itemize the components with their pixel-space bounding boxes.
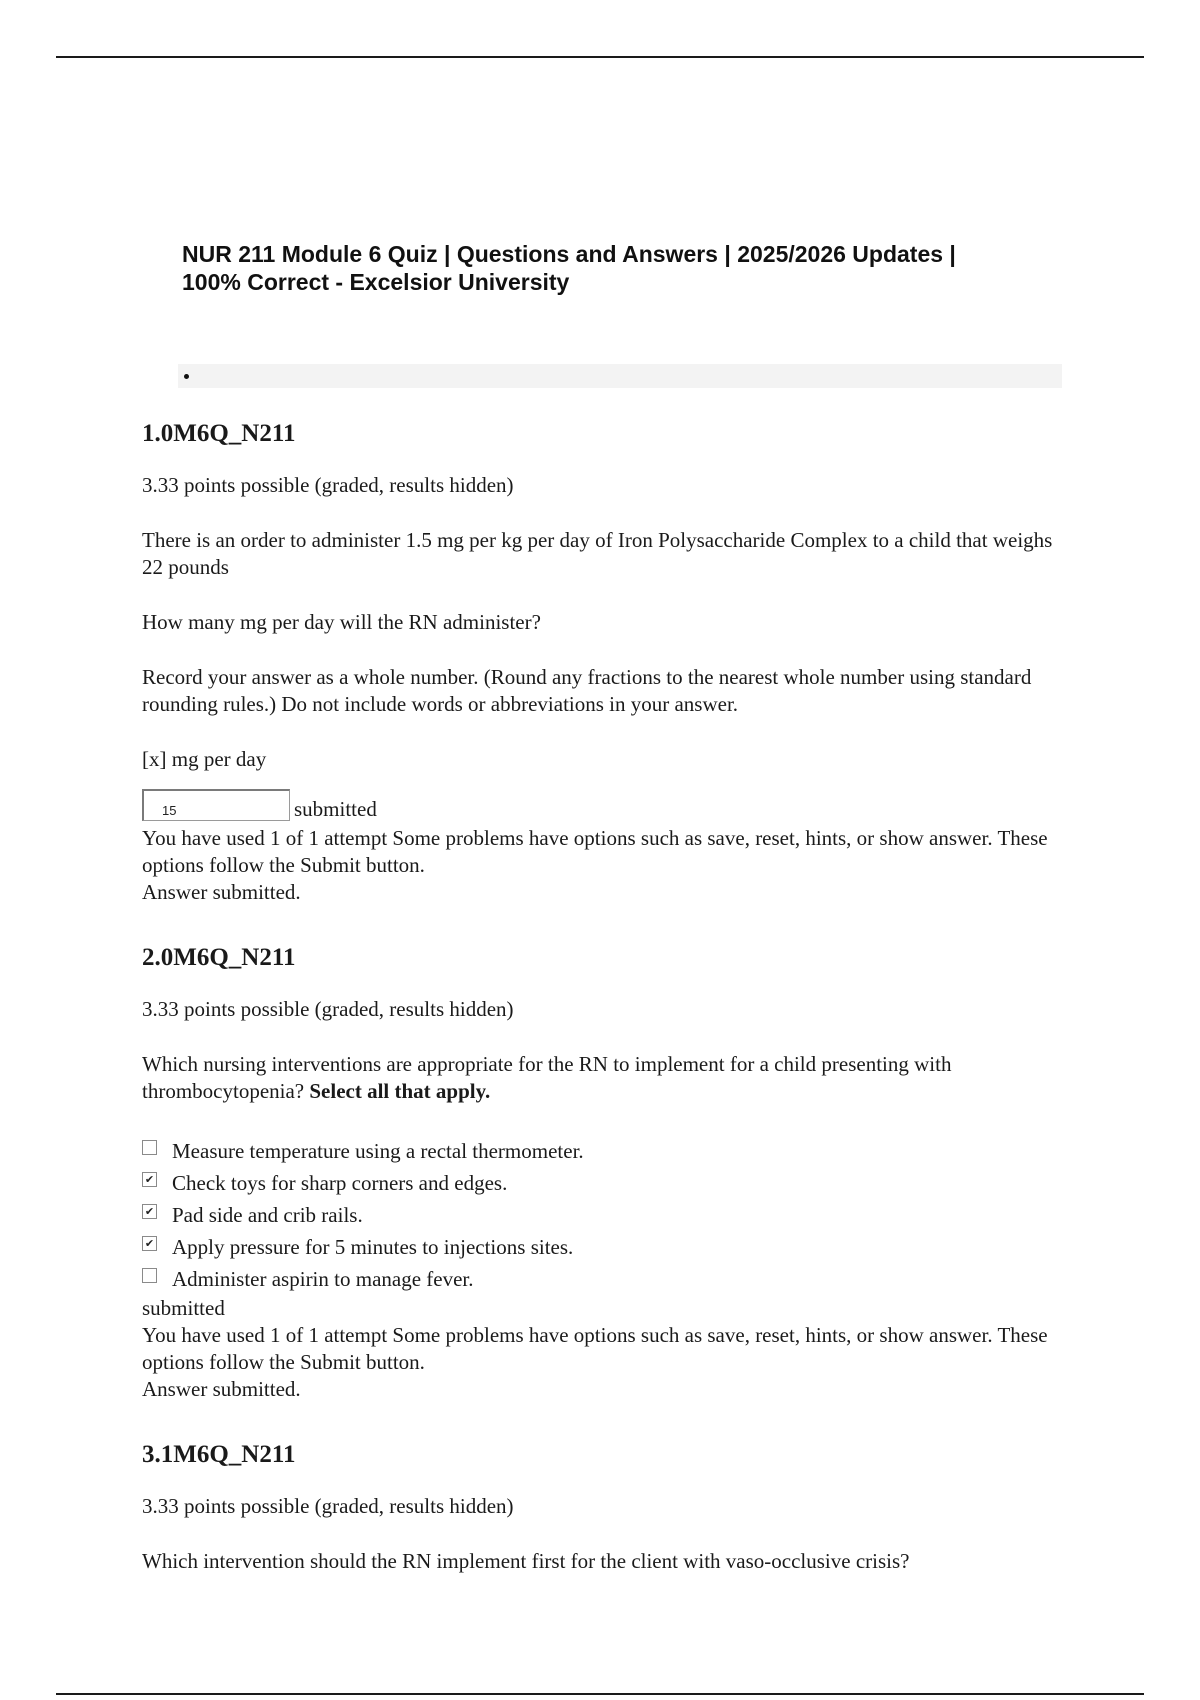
- checkbox-checked-icon[interactable]: ✔: [142, 1236, 157, 1251]
- choice-label: Pad side and crib rails.: [172, 1202, 363, 1227]
- question-prompt: [142, 1051, 1062, 1105]
- choice-item[interactable]: [142, 1263, 1062, 1295]
- points-possible: 3.33 points possible (graded, results hidden): [142, 473, 514, 497]
- question-prompt-text: Which nursing interventions are appropriate for the RN to implement for a child presenting with thrombocytopenia?: [142, 1052, 952, 1103]
- points-possible: 3.33 points possible (graded, results hidden): [142, 1494, 514, 1518]
- submitted-label: submitted: [294, 797, 377, 821]
- points-possible: 3.33 points possible (graded, results hidden): [142, 997, 514, 1021]
- answer-instructions: Record your answer as a whole number. (Round any fractions to the nearest whole number using standard rounding rules.) Do not include words or abbreviations in your answer.: [142, 665, 1032, 716]
- checkbox-unchecked-icon[interactable]: [142, 1140, 157, 1155]
- question-prompt: There is an order to administer 1.5 mg per kg per day of Iron Polysaccharide Complex to a child that weighs 22 pounds: [142, 528, 1053, 579]
- choice-label: Apply pressure for 5 minutes to injections sites.: [172, 1234, 574, 1259]
- checkbox-unchecked-icon[interactable]: [142, 1268, 157, 1283]
- choice-item[interactable]: [142, 1167, 1062, 1199]
- choice-label: Administer aspirin to manage fever.: [172, 1266, 474, 1291]
- attempt-text: You have used 1 of 1 attempt Some problems have options such as save, reset, hints, or show answer. These options follow the Submit button.: [142, 826, 1048, 877]
- attempt-text: You have used 1 of 1 attempt Some problems have options such as save, reset, hints, or show answer. These options follow the Submit button.: [142, 1323, 1048, 1374]
- document-title-line-1: NUR 211 Module 6 Quiz | Questions and Answers | 2025/2026 Updates |: [182, 241, 956, 267]
- question-1: [142, 418, 1062, 906]
- checkbox-checked-icon[interactable]: ✔: [142, 1204, 157, 1219]
- question-heading: 3.1M6Q_N211: [142, 1441, 296, 1468]
- question-heading: 2.0M6Q_N211: [142, 944, 296, 971]
- bullet-bar: [178, 364, 1062, 388]
- choice-label: Check toys for sharp corners and edges.: [172, 1170, 508, 1195]
- answer-format: [x] mg per day: [142, 747, 267, 771]
- choice-label: Measure temperature using a rectal thermometer.: [172, 1138, 584, 1163]
- answer-status: Answer submitted.: [142, 880, 301, 904]
- answer-row: [142, 785, 1062, 821]
- choice-list: [142, 1135, 1062, 1295]
- answer-status: Answer submitted.: [142, 1377, 301, 1401]
- numeric-answer-input[interactable]: 15: [142, 789, 290, 821]
- question-text: How many mg per day will the RN administer?: [142, 610, 541, 634]
- checkbox-checked-icon[interactable]: ✔: [142, 1172, 157, 1187]
- document-title-line-2: 100% Correct - Excelsior University: [182, 269, 570, 295]
- submitted-label: submitted: [142, 1296, 225, 1320]
- question-3: [142, 1439, 1062, 1575]
- question-2: [142, 942, 1062, 1403]
- bullet-icon: [184, 374, 189, 379]
- document-title: [182, 240, 1062, 296]
- top-rule: [56, 56, 1144, 58]
- choice-item[interactable]: [142, 1231, 1062, 1263]
- choice-item[interactable]: [142, 1199, 1062, 1231]
- bottom-rule: [56, 1693, 1144, 1695]
- question-heading: 1.0M6Q_N211: [142, 420, 296, 447]
- select-all-instruction: Select all that apply.: [309, 1079, 491, 1103]
- choice-item[interactable]: [142, 1135, 1062, 1167]
- quiz-content: [142, 418, 1062, 1603]
- question-prompt: Which intervention should the RN implement first for the client with vaso-occlusive crisis?: [142, 1549, 910, 1573]
